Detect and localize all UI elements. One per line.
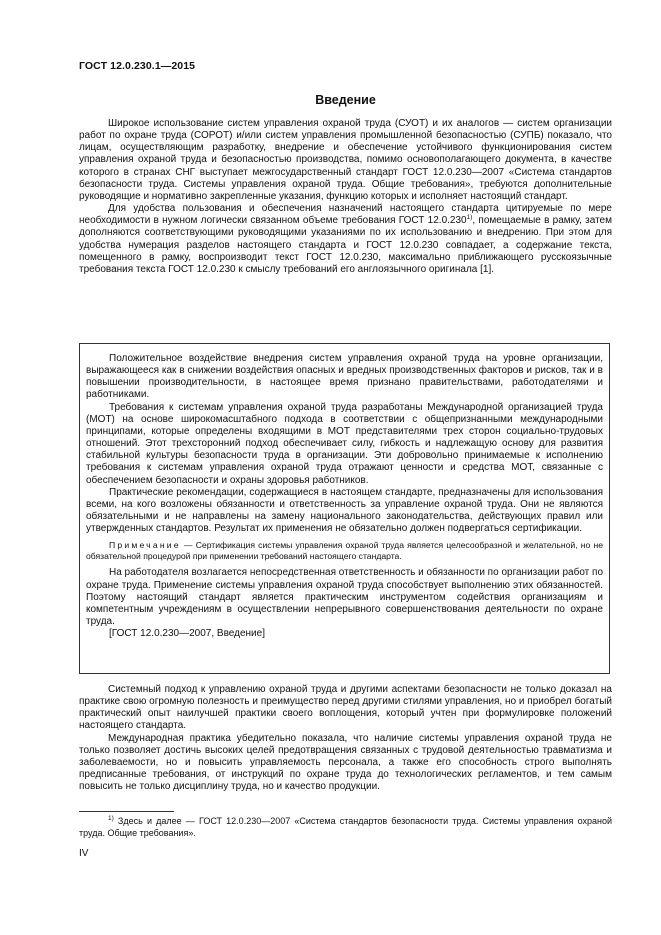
closing-paragraph-1: Системный подход к управлению охраной труда и другими аспектами безопасности не только доказал на практике свою огромную полезность и преимущество перед другими стилями управления, но и приобрел богатый практический опыт наилучшей практики своего воплощения, который учтен при формулировке положений настоящего стандарта. xyxy=(79,684,612,732)
quoted-requirements-box xyxy=(79,343,610,674)
quote-paragraph-2: Требования к системам управления охраной труда разработаны Международной организацией труда (МОТ) на основе широкомасштабного подхода в соответствии с общепризнанными международными принципами, которые определены входящими в МОТ представителями трех сторон социально-трудовых отношений. Этот трехсторонний подход обеспечивает силу, гибкость и надлежащую основу для развития стабильной культуры безопасности труда в организации. Эти добровольно принимаемые к исполнению требования к системам управления охраной труда отражают ценности и средства МОТ, связанные с обеспечением безопасности и охраны здоровья работников. xyxy=(86,401,603,486)
note-text: — Сертификация системы управления охраной труда является целесообразной и желательной, но не обязательной процедурой при применении требований настоящего стандарта. xyxy=(86,540,603,562)
footnote-text: Здесь и далее — ГОСТ 12.0.230—2007 «Система стандартов безопасности труда. Системы управления охраной труда. Общие требования». xyxy=(79,816,612,838)
footnote-marker: 1) xyxy=(108,815,114,822)
document-code-header: ГОСТ 12.0.230.1—2015 xyxy=(79,60,196,72)
intro-paragraph-2 xyxy=(79,203,612,276)
footnote-divider xyxy=(79,811,174,812)
intro-text xyxy=(79,118,612,276)
quote-paragraph-4: На работодателя возлагается непосредственная ответственность и обязанности по организации работ по охране труда. Применение системы управления охраной труда способствует выполнению этих обязанностей. Поэтому настоящий стандарт является практическим инструментом содействия организациям и компетентным учреждениям в осуществлении непрерывного совершенствования деятельности по охране труда. xyxy=(86,567,604,627)
intro-paragraph-2-start: Для удобства пользования и обеспечения назначений настоящего стандарта цитируемые по мере необходимости в нужном логически связанном объеме требования ГОСТ 12.0.230 xyxy=(79,203,612,227)
footnote-reference[interactable]: 1) xyxy=(466,214,473,222)
quote-note xyxy=(86,540,603,562)
quote-paragraph-1: Положительное воздействие внедрения систем управления охраной труда на уровне организации, выражающееся как в снижении воздействия опасных и вредных производственных факторов и рисков, так и в повышении производительности, в настоящее время признано правительствами, работодателями и работниками. xyxy=(86,353,603,401)
quote-source: [ГОСТ 12.0.230—2007, Введение] xyxy=(109,628,265,640)
closing-paragraph-2: Международная практика убедительно показала, что наличие системы управления охраной труда не только позволяет достичь высоких целей предотвращения связанных с трудовой деятельностью травматизма и заболеваемости, но и повысить управляемость персонала, а также его способность строго выполнять предписанные требования, от инструкций по охране труда до технологических регламентов, и тем самым повысить не только дисциплину труда, но и качество продукции. xyxy=(79,732,612,793)
footnote xyxy=(79,816,612,839)
intro-paragraph-1: Широкое использование систем управления охраной труда (СУОТ) и их аналогов — систем организации работ по охране труда (СОРОТ) и/или систем управления промышленной безопасностью (СУПБ) показало, что лицам, осуществляющим разработку, внедрение и обеспечение устойчивого функционирования систем управления охраной труда и безопасностью производства, помимо основополагающего документа, в качестве которого в странах СНГ выступает межгосударственный стандарт ГОСТ 12.0.230—2007 «Система стандартов безопасности труда. Системы управления охраной труда. Общие требования», требуются дополнительные руководящие и нормативно закрепленные указания, функцию которых и исполняет настоящий стандарт. xyxy=(79,118,612,202)
intro-paragraph-2-end: , помещаемые в рамку, затем дополняются соответствующими руководящими указаниями по их использованию и внедрению. При этом для удобства нумерация разделов настоящего стандарта и ГОСТ 12.0.230 совпадает, а содержание текста, помещенного в рамку, воспроизводит текст ГОСТ 12.0.230, максимально приближающего русскоязычные требования текста ГОСТ 12.0.230 к смыслу требований его англоязычного оригинала [1]. xyxy=(79,215,612,275)
page-number: IV xyxy=(79,848,89,859)
note-label: Примечание xyxy=(109,540,181,551)
section-title: Введение xyxy=(315,93,376,107)
quote-paragraph-3: Практические рекомендации, содержащиеся в настоящем стандарте, предназначены для использования всеми, на кого возложены обязанности и ответственность за управление охраной труда. Они не являются обязательными и не направлены на замену национального законодательства, действующих правил или утвержденных стандартов. Результат их применения не обязательно должен подвергаться сертификации. xyxy=(86,486,603,535)
closing-text xyxy=(79,684,612,793)
